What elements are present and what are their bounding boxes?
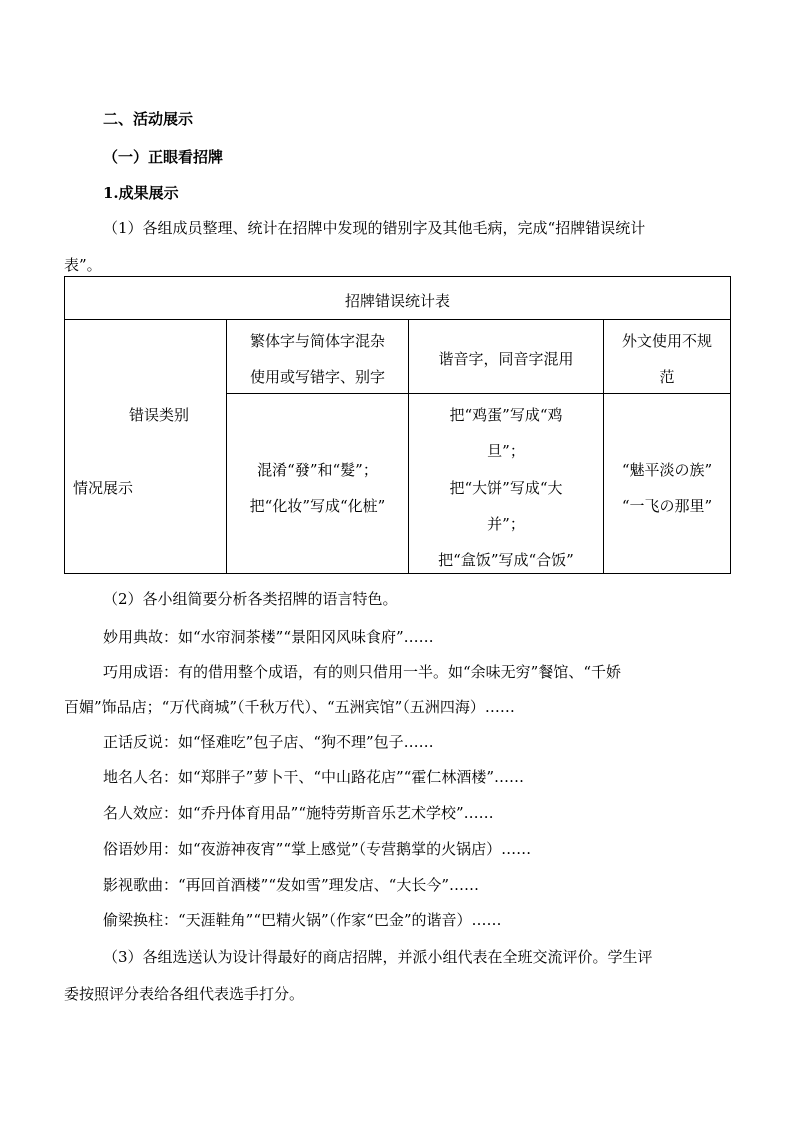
section-title: 二、活动展示 (103, 110, 194, 128)
table-rule (226, 393, 730, 394)
col2-content-line2: 旦”； (487, 442, 525, 460)
list-item: 俗语妙用：如“夜游神夜宵”“掌上感觉”（专营鹅掌的火锅店）…… (103, 840, 532, 858)
row-header-category: 错误类别 (129, 406, 190, 424)
error-stats-table (64, 276, 731, 574)
list-item: 影视歌曲：“再回首酒楼”“发如雪”理发店、“大长今”…… (103, 876, 480, 894)
list-item: 妙用典故：如“水帘洞茶楼”“景阳冈风味食府”…… (103, 628, 434, 646)
col3-header-line1: 外文使用不规 (621, 332, 712, 350)
row-header-display: 情况展示 (73, 479, 134, 497)
para3-line1: （3）各组选送认为设计得最好的商店招牌，并派小组代表在全班交流评价。学生评 (103, 948, 653, 966)
list-item: 地名人名：如“郑胖子”萝卜干、“中山路花店”“霍仁林酒楼”…… (103, 768, 525, 786)
table-rule (603, 319, 604, 573)
para1-line2: 表”。 (64, 256, 102, 274)
subsection-title: （一）正眼看招牌 (103, 148, 224, 166)
para3-line2: 委按照评分表给各组代表选手打分。 (64, 985, 305, 1003)
col2-header: 谐音字，同音字混用 (438, 350, 574, 368)
list-item: 百媚”饰品店；“万代商城”（千秋万代）、“五洲宾馆”（五洲四海）…… (64, 698, 515, 716)
col2-content-line3: 把“大饼”写成“大 (449, 479, 563, 497)
col1-content-line1: 混淆“發”和“髮”； (257, 461, 378, 479)
list-item: 偷梁换柱：“天涯鞋角”“巴精火锅”（作家“巴金”的谐音）…… (103, 911, 502, 929)
col3-content-line1: “魅平淡の族” (621, 461, 713, 479)
list-item: 名人效应：如“乔丹体育用品”“施特劳斯音乐艺术学校”…… (103, 804, 494, 822)
para2: （2）各小组简要分析各类招牌的语言特色。 (103, 590, 398, 608)
item-title: 1.成果展示 (103, 184, 179, 202)
list-item: 正话反说：如“怪难吃”包子店、“狗不理”包子…… (103, 733, 434, 751)
table-caption: 招牌错误统计表 (344, 292, 450, 310)
table-rule (65, 319, 730, 320)
col1-content-line2: 把“化妆”写成“化桩” (249, 497, 386, 515)
col2-content-line5: 把“盒饭”写成“合饭” (438, 551, 574, 569)
para1-line1: （1）各组成员整理、统计在招牌中发现的错别字及其他毛病，完成“招牌错误统计 (103, 219, 646, 237)
col3-header-line2: 范 (659, 368, 675, 386)
table-rule (226, 319, 227, 573)
list-item: 巧用成语：有的借用整个成语，有的则只借用一半。如“余味无穷”餐馆、“千娇 (103, 663, 622, 681)
col1-header-line1: 繁体字与简体字混杂 (249, 332, 385, 350)
col2-content-line4: 并”； (487, 515, 525, 533)
col2-content-line1: 把“鸡蛋”写成“鸡 (449, 406, 563, 424)
col3-content-line2: “一飞の那里” (621, 497, 713, 515)
col1-header-line2: 使用或写错字、别字 (249, 368, 385, 386)
